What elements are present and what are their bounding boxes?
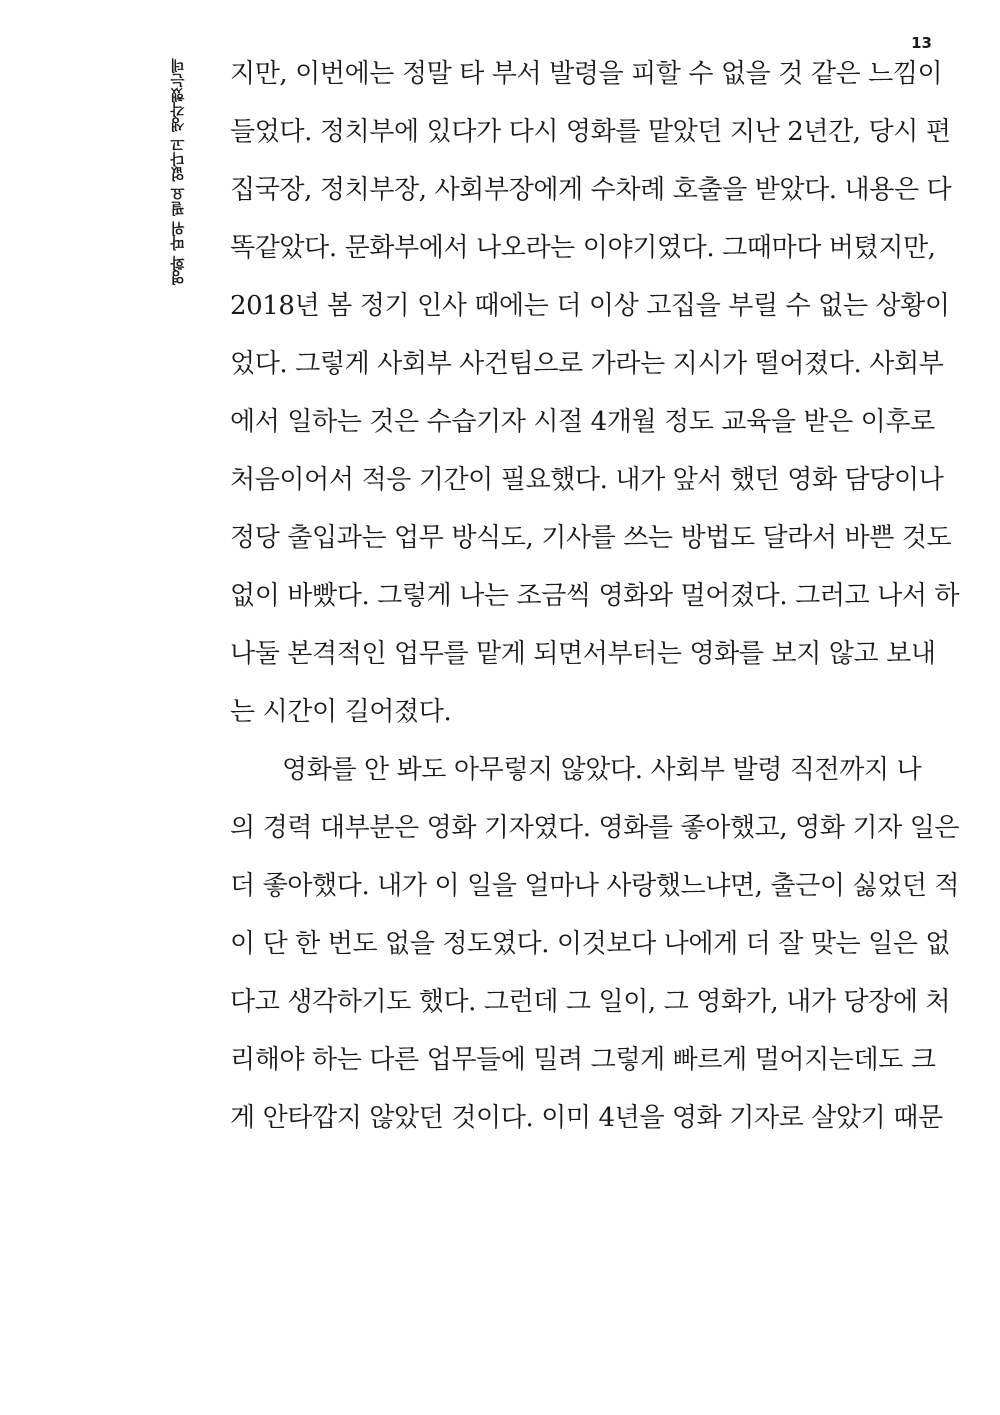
text-line: 들었다. 정치부에 있다가 다시 영화를 맡았던 지난 2년간, 당시 편 bbox=[230, 117, 951, 147]
running-header: 영화 따위 필요 없다고 생각했는데 bbox=[171, 58, 187, 285]
text-line: 리해야 하는 다른 업무들에 밀려 그렇게 빠르게 멀어지는데도 크 bbox=[230, 1045, 936, 1075]
text-line: 이 단 한 번도 없을 정도였다. 이것보다 나에게 더 잘 맞는 일은 없 bbox=[230, 929, 951, 959]
text-line: 집국장, 정치부장, 사회부장에게 수차례 호출을 받았다. 내용은 다 bbox=[230, 175, 952, 205]
page-number: 13 bbox=[911, 34, 932, 52]
text-line: 의 경력 대부분은 영화 기자였다. 영화를 좋아했고, 영화 기자 일은 bbox=[230, 813, 960, 843]
text-line: 2018년 봄 정기 인사 때에는 더 이상 고집을 부릴 수 없는 상황이 bbox=[230, 291, 950, 321]
paragraph bbox=[230, 741, 960, 1147]
text-line: 에서 일하는 것은 수습기자 시절 4개월 정도 교육을 받은 이후로 bbox=[230, 407, 935, 437]
text-line: 다고 생각하기도 했다. 그런데 그 일이, 그 영화가, 내가 당장에 처 bbox=[230, 987, 951, 1017]
text-line: 똑같았다. 문화부에서 나오라는 이야기였다. 그때마다 버텼지만, bbox=[230, 233, 936, 263]
text-line: 처음이어서 적응 기간이 필요했다. 내가 앞서 했던 영화 담당이나 bbox=[230, 465, 944, 495]
text-line: 지만, 이번에는 정말 타 부서 발령을 피할 수 없을 것 같은 느낌이 bbox=[230, 59, 943, 89]
text-line: 나둘 본격적인 업무를 맡게 되면서부터는 영화를 보지 않고 보내 bbox=[230, 639, 936, 669]
paragraph bbox=[230, 45, 960, 741]
text-line: 더 좋아했다. 내가 이 일을 얼마나 사랑했느냐면, 출근이 싫었던 적 bbox=[230, 871, 960, 901]
text-line: 는 시간이 길어졌다. bbox=[230, 697, 452, 727]
text-line: 었다. 그렇게 사회부 사건팀으로 가라는 지시가 떨어졌다. 사회부 bbox=[230, 349, 944, 379]
text-line: 없이 바빴다. 그렇게 나는 조금씩 영화와 멀어졌다. 그러고 나서 하 bbox=[230, 581, 960, 611]
body-text bbox=[230, 45, 960, 1147]
text-line: 게 안타깝지 않았던 것이다. 이미 4년을 영화 기자로 살았기 때문 bbox=[230, 1103, 943, 1133]
text-line: 영화를 안 봐도 아무렇지 않았다. 사회부 발령 직전까지 나 bbox=[282, 755, 922, 785]
text-line: 정당 출입과는 업무 방식도, 기사를 쓰는 방법도 달라서 바쁜 것도 bbox=[230, 523, 952, 553]
